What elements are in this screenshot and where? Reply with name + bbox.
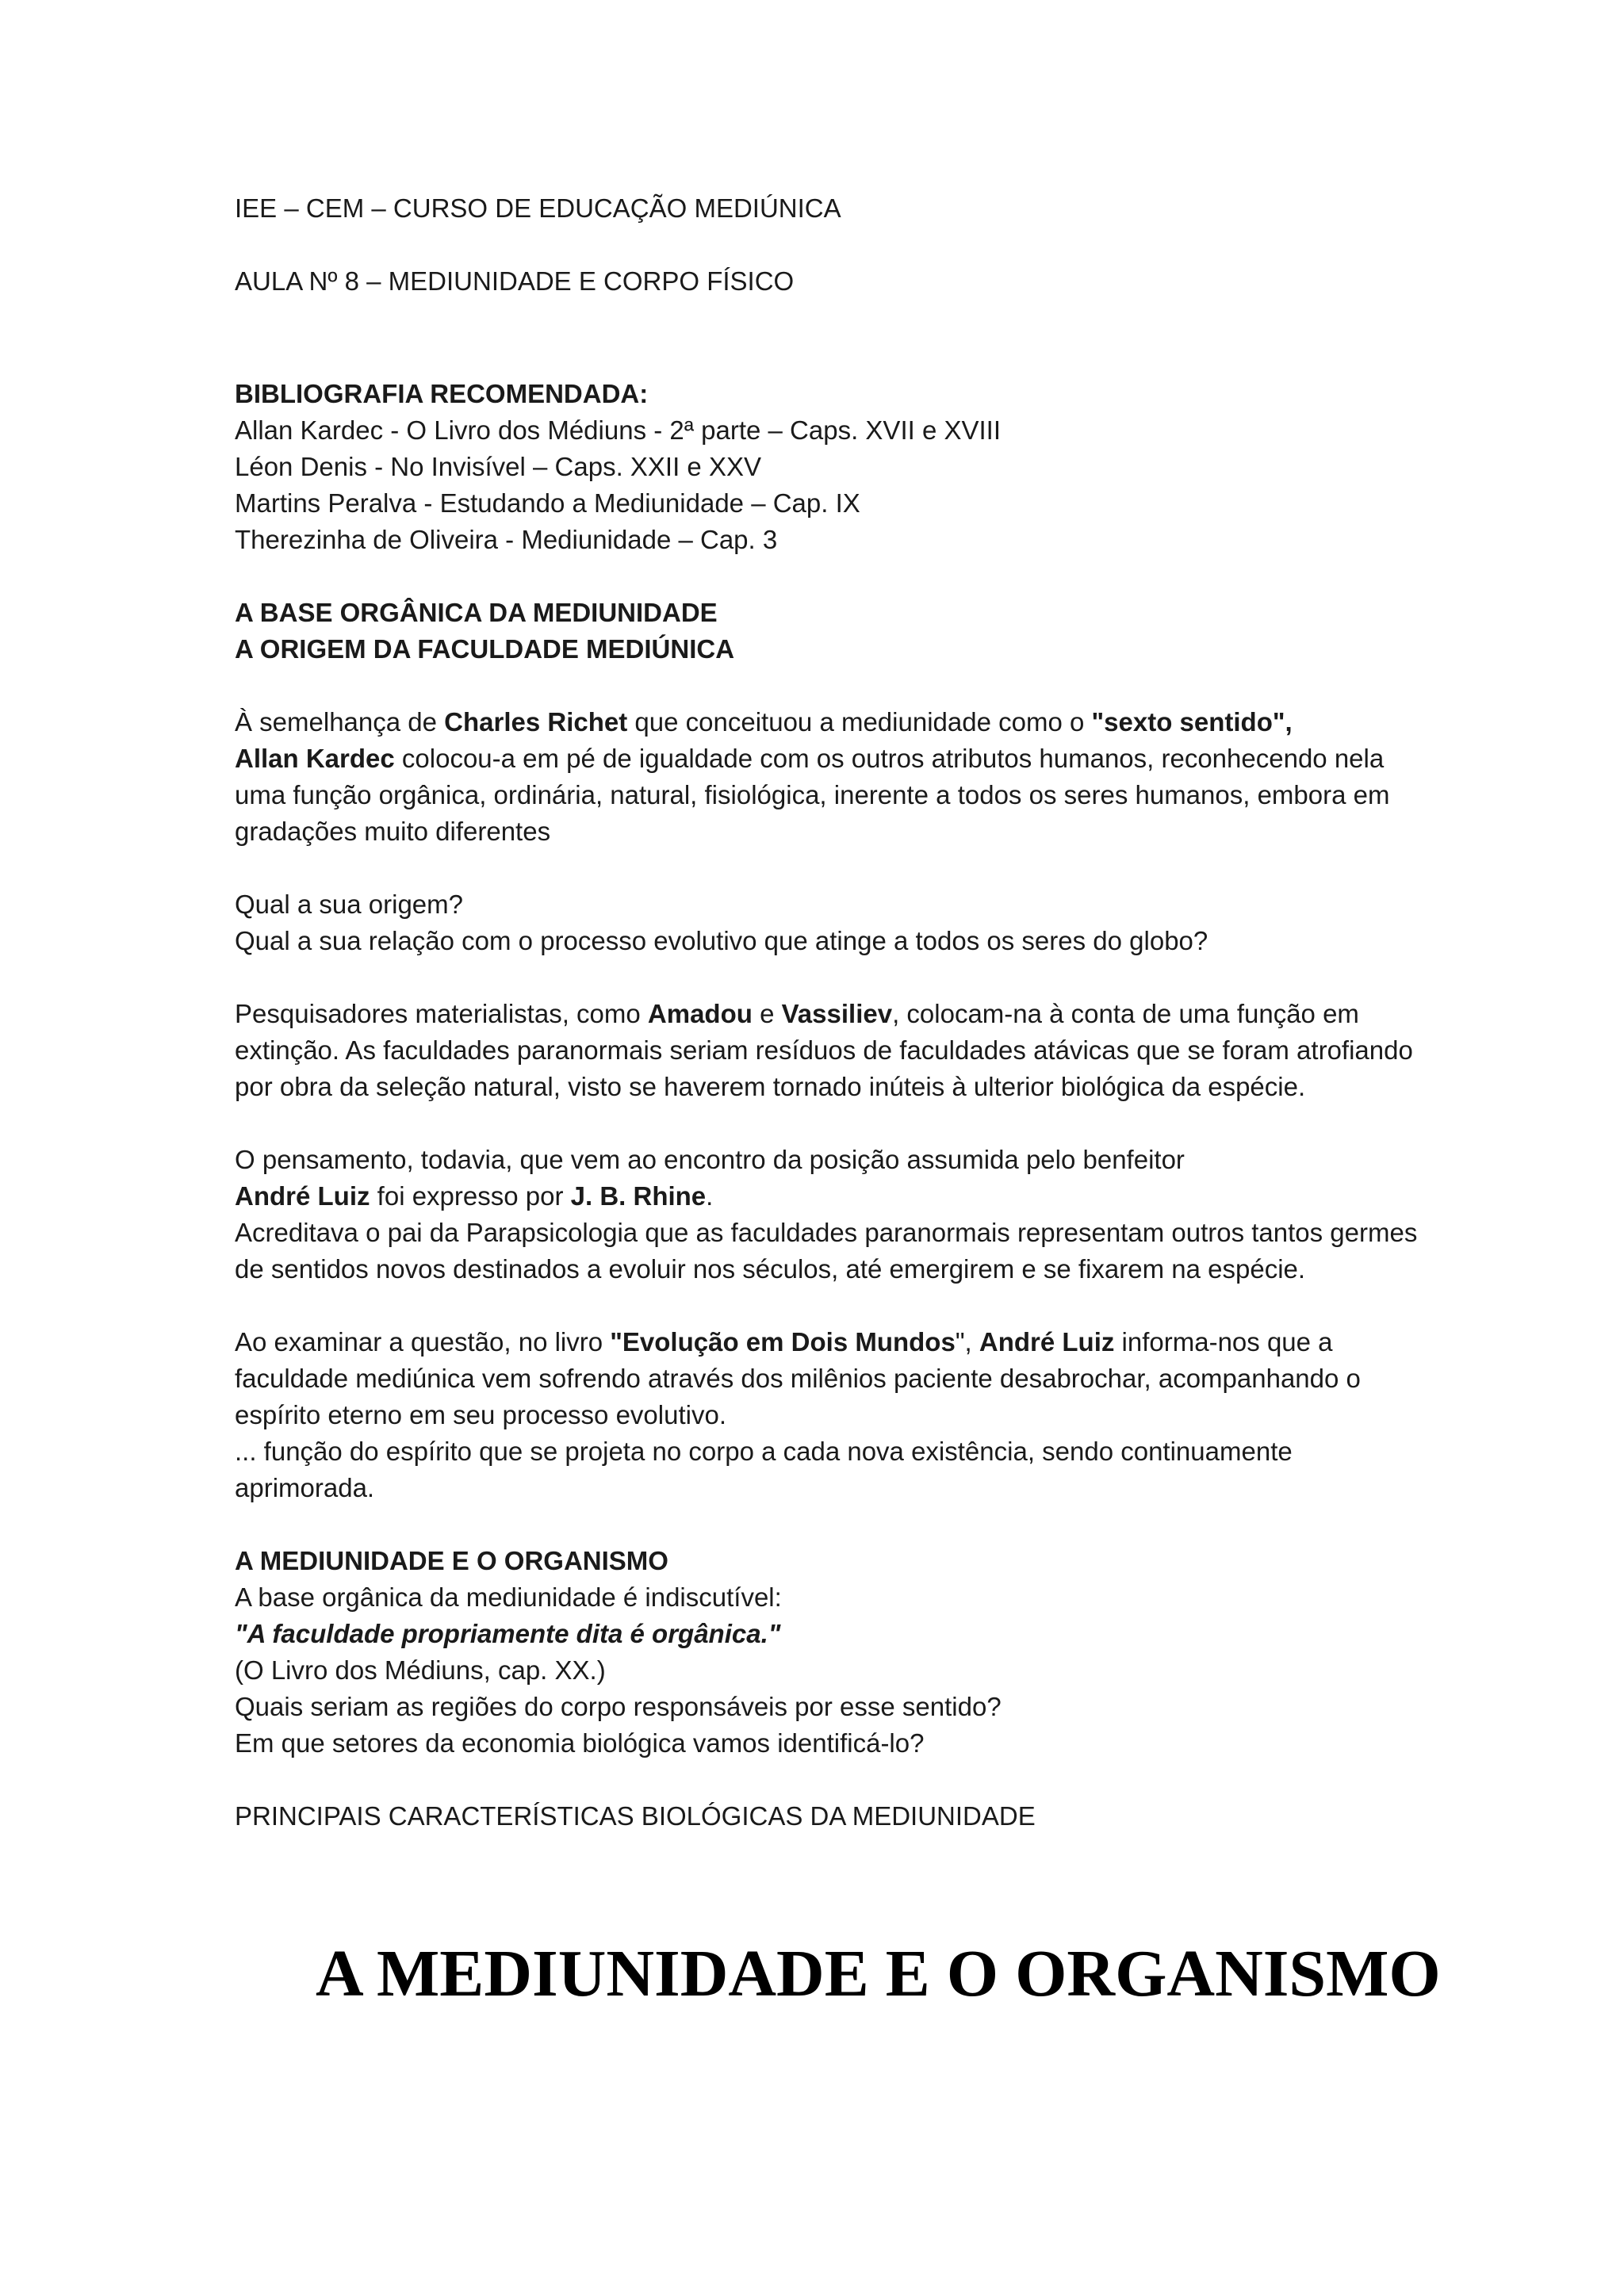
quote-source: (O Livro dos Médiuns, cap. XX.) xyxy=(235,1655,606,1685)
characteristics-heading: PRINCIPAIS CARACTERÍSTICAS BIOLÓGICAS DA MEDIUNIDADE xyxy=(235,1801,1036,1831)
bibliography-item: Therezinha de Oliveira - Mediunidade – Cap. 3 xyxy=(235,525,778,554)
paragraph-richet: À semelhança de Charles Richet que conceituou a mediunidade como o "sexto sentido", Allan Kardec colocou-a em pé de igualdade com os outros atributos humanos, reconhecendo nela uma função orgânica, ordinária, natural, fisiológica, inerente a todos os seres humanos, embora em gradações muito diferentes xyxy=(235,707,1390,846)
question-biological-sectors: Em que setores da economia biológica vamos identificá-lo? xyxy=(235,1728,925,1758)
bibliography-item: Martins Peralva - Estudando a Mediunidade – Cap. IX xyxy=(235,488,860,518)
quote-organic: "A faculdade propriamente dita é orgânica." xyxy=(235,1619,781,1648)
paragraph-materialists: Pesquisadores materialistas, como Amadou e Vassiliev, colocam-na à conta de uma função em extinção. As faculdades paranormais seriam resíduos de faculdades atávicas que se foram atrofiando por obra da seleção natural, visto se haverem tornado inúteis à ulterior biológica da espécie. xyxy=(235,999,1413,1101)
bibliography-item: Léon Denis - No Invisível – Caps. XXII e XXV xyxy=(235,452,761,481)
question-body-regions: Quais seriam as regiões do corpo responsáveis por esse sentido? xyxy=(235,1692,1002,1721)
course-title: IEE – CEM – CURSO DE EDUCAÇÃO MEDIÚNICA xyxy=(235,193,841,223)
lesson-title: AULA Nº 8 – MEDIUNIDADE E CORPO FÍSICO xyxy=(235,266,795,296)
document-body xyxy=(235,190,1424,1835)
paragraph-rhine: O pensamento, todavia, que vem ao encontro da posição assumida pelo benfeitor André Luiz foi expresso por J. B. Rhine. xyxy=(235,1145,1185,1211)
question-origin: Qual a sua origem? xyxy=(235,890,463,919)
bibliography-heading: BIBLIOGRAFIA RECOMENDADA: xyxy=(235,379,649,408)
section-heading-origin: A ORIGEM DA FACULDADE MEDIÚNICA xyxy=(235,634,735,664)
question-evolution: Qual a sua relação com o processo evolutivo que atinge a todos os seres do globo? xyxy=(235,926,1208,955)
section-heading-organism: A MEDIUNIDADE E O ORGANISMO xyxy=(235,1546,668,1575)
section-heading-base: A BASE ORGÂNICA DA MEDIUNIDADE xyxy=(235,598,718,627)
paragraph-spirit-function: ... função do espírito que se projeta no corpo a cada nova existência, sendo continuamente aprimorada. xyxy=(235,1437,1293,1502)
bibliography-item: Allan Kardec - O Livro dos Médiuns - 2ª parte – Caps. XVII e XVIII xyxy=(235,415,1001,445)
paragraph-andre-luiz: Ao examinar a questão, no livro "Evolução em Dois Mundos", André Luiz informa-nos que a faculdade mediúnica vem sofrendo através dos milênios paciente desabrochar, acompanhando o espírito eterno em seu processo evolutivo. xyxy=(235,1327,1361,1429)
organic-base-line: A base orgânica da mediunidade é indiscutível: xyxy=(235,1582,782,1612)
big-title: A MEDIUNIDADE E O ORGANISMO xyxy=(316,1937,1441,2011)
paragraph-parapsychology: Acreditava o pai da Parapsicologia que as faculdades paranormais representam outros tantos germes de sentidos novos destinados a evoluir nos séculos, até emergirem e se fixarem na espécie. xyxy=(235,1218,1418,1284)
